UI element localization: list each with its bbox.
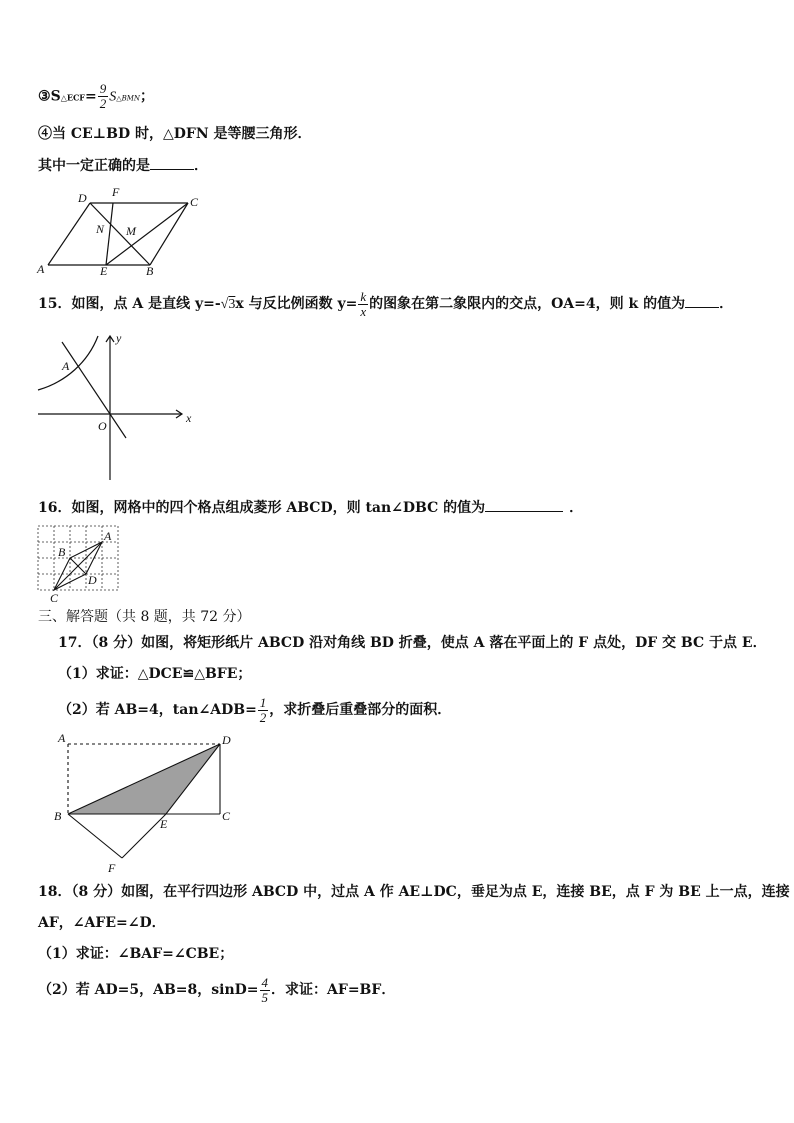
punctuation: ． xyxy=(569,500,584,516)
numerator: 4 xyxy=(261,974,269,990)
numerator: 1 xyxy=(259,694,267,710)
q15-mid: x 与反比例函数 y= xyxy=(235,296,358,312)
label-A: A xyxy=(37,262,45,276)
figure-parallelogram xyxy=(34,185,206,277)
label-A: A xyxy=(104,529,112,543)
label-E: E xyxy=(160,817,168,831)
circled-number: ③ xyxy=(38,88,51,105)
denominator: 2 xyxy=(259,709,267,725)
punctuation: ． xyxy=(719,296,734,312)
q15-prefix: 15．如图，点 A 是直线 y=- xyxy=(38,296,221,312)
statement-3 xyxy=(38,82,154,113)
q18-part2-prefix: （2）若 AD=5，AB=8，sinD= xyxy=(38,982,259,998)
punctuation: ． xyxy=(194,158,208,174)
q14-prompt xyxy=(38,155,208,176)
q17-part2-suffix: ，求折叠后重叠部分的面积． xyxy=(269,702,452,718)
area-symbol: S xyxy=(50,88,61,105)
q18-part2-suffix: ．求证：AF=BF． xyxy=(271,982,396,998)
label-C: C xyxy=(222,809,231,823)
fraction xyxy=(98,82,109,111)
label-D: D xyxy=(78,191,87,205)
punctuation: ； xyxy=(140,88,155,105)
radicand: 3 xyxy=(228,297,236,312)
q18-line2: AF，∠AFE=∠D． xyxy=(38,915,166,931)
section-heading: 三、解答题（共 8 题，共 72 分） xyxy=(38,609,251,625)
q16-text xyxy=(38,497,583,518)
denominator: x xyxy=(360,303,367,319)
label-A: A xyxy=(58,731,66,745)
label-F: F xyxy=(108,861,116,875)
q18-part1: （1）求证：∠BAF=∠CBE； xyxy=(38,946,234,962)
label-B: B xyxy=(54,809,62,823)
area-symbol-2: S xyxy=(109,89,117,105)
figure-grid-rhombus xyxy=(36,524,120,604)
label-B: B xyxy=(146,264,154,277)
answer-blank xyxy=(485,497,563,512)
q16-prompt: 16．如图，网格中的四个格点组成菱形 ABCD，则 tan∠DBC 的值为 xyxy=(38,500,486,516)
fraction-four-fifths xyxy=(260,976,271,1005)
q15-text xyxy=(38,288,733,321)
equals-sign: = xyxy=(84,88,97,105)
q18-part2 xyxy=(38,970,395,1010)
q17-part2 xyxy=(58,690,451,730)
q15-suffix: 的图象在第二象限内的交点，OA=4，则 k 的值为 xyxy=(369,296,686,312)
label-D: D xyxy=(88,573,97,587)
answer-blank xyxy=(150,155,194,170)
answer-blank xyxy=(685,293,719,308)
label-A: A xyxy=(62,359,70,373)
q17-part1: （1）求证：△DCE≌△BFE； xyxy=(58,666,252,682)
axis-label-x: x xyxy=(186,411,192,425)
figure-folded-rectangle xyxy=(52,730,242,878)
numerator: k xyxy=(360,288,367,304)
statement-4: ④当 CE⊥BD 时，△DFN 是等腰三角形． xyxy=(38,126,312,142)
sqrt-expression: √3 xyxy=(220,297,236,312)
figure-coordinate-plane xyxy=(36,330,198,482)
axis-label-y: y xyxy=(116,331,122,345)
q17-text: 17．（8 分）如图，将矩形纸片 ABCD 沿对角线 BD 折叠，使点 A 落在平面上的 F 点处，DF 交 BC 于点 E． xyxy=(58,635,767,651)
label-M: M xyxy=(126,224,136,238)
denominator: 5 xyxy=(261,989,269,1005)
label-D: D xyxy=(222,733,231,747)
label-C: C xyxy=(190,195,199,209)
denominator: 2 xyxy=(99,96,107,111)
label-N: N xyxy=(96,222,105,236)
label-F: F xyxy=(112,185,120,199)
label-C: C xyxy=(50,591,59,604)
prompt-text: 其中一定正确的是 xyxy=(38,158,150,174)
label-E: E xyxy=(100,264,108,277)
q18-line1: 18．（8 分）如图，在平行四边形 ABCD 中，过点 A 作 AE⊥DC，垂足为点 E，连接 BE，点 F 为 BE 上一点，连接 xyxy=(38,884,790,900)
area-subscript: △ECF xyxy=(60,92,85,103)
fraction-k-over-x xyxy=(358,290,368,319)
numerator: 9 xyxy=(99,81,107,96)
fraction-one-half xyxy=(258,696,269,725)
area-subscript-2: △BMN xyxy=(116,94,141,103)
q17-part2-prefix: （2）若 AB=4，tan∠ADB= xyxy=(58,702,257,718)
origin-label: O xyxy=(98,419,107,433)
label-B: B xyxy=(58,545,66,559)
